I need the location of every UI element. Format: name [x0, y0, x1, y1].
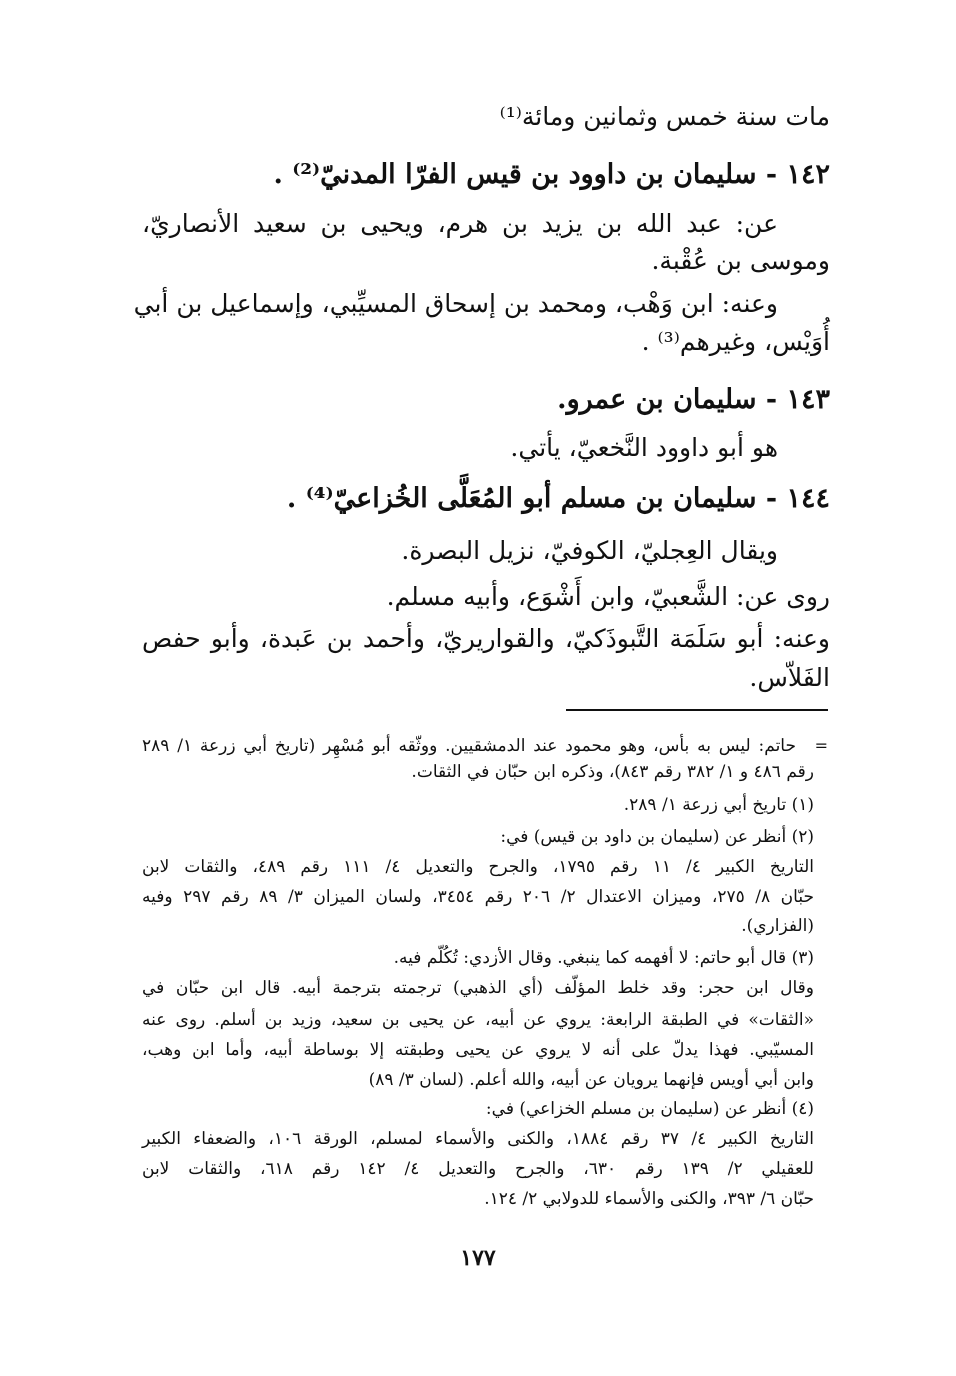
- footnote-line: حبّان ٦/ ٣٩٣، والكنى والأسماء للدولابي ٢/ ١٢٤.: [484, 1189, 814, 1209]
- footnote-separator: [566, 709, 828, 711]
- footnote-line: حاتم: ليس به بأس، وهو محمود عند الدمشقيين. ووثّقه أبو مُسْهِر (تاريخ أبي زرعة ١/ ٢٨٩: [142, 736, 796, 756]
- footnote-line: رقم ٤٨٦ و ١/ ٣٨٢ رقم ٨٤٣)، وذكره ابن حبّان في الثقات.: [411, 762, 814, 782]
- footnote-4: (٤) أنظر عن (سليمان بن مسلم الخزاعي) في:: [485, 1099, 814, 1119]
- text-line: وعنه: ابن وَهْب، ومحمد بن إسحاق المسيِّبي، وإسماعيل بن أبي: [133, 289, 778, 318]
- footnote-line: التاريخ الكبير ٤/ ١١ رقم ١٧٩٥، والجرح والتعديل ٤/ ١١١ رقم ٤٨٩، والثقات لابن: [142, 857, 814, 877]
- entry-heading-143: ١٤٣ - سليمان بن عمرو.: [557, 384, 830, 415]
- text-line: الفَلاّس.: [749, 663, 830, 692]
- footnote-2: (٢) أنظر عن (سليمان بن داود بن قيس) في:: [500, 827, 814, 847]
- footnote-line: المسيّبي. فهذا يدلّ على أنه لا يروي عن يحيى وطبقته إلا بوساطة أبيه، وأما ابن وهب،: [142, 1040, 814, 1060]
- footnote-line: حبّان ٨/ ٢٧٥، وميزان الاعتدال ٢/ ٢٠٦ رقم ٣٤٥٤، ولسان الميزان ٣/ ٨٩ رقم ٢٩٧ وفيه: [142, 887, 814, 907]
- text-line: روى عن: الشَّعبيّ، وابن أَشْوَع، وأبيه مسلم.: [386, 582, 830, 611]
- entry-heading-144: ١٤٤ - سليمان بن مسلم أبو المُعَلَّى الخُزاعيّ⁽⁴⁾ .: [286, 483, 830, 514]
- page-number: ١٧٧: [460, 1245, 496, 1271]
- continuation-mark: =: [814, 736, 828, 755]
- footnote-line: (الفزاري).: [741, 916, 814, 936]
- text-line: هو أبو داوود النَّخعيّ، يأتي.: [510, 433, 778, 462]
- footnote-line: «الثقات» في الطبقة الرابعة: يروي عن أبيه، عن يحيى بن سعيد، وزيد بن أسلم. روى عنه: [142, 1010, 814, 1030]
- text-line: وعنه: أبو سَلَمَة التَّبوذَكيّ، والقواريريّ، وأحمد بن عَبدة، وأبو حفص: [142, 624, 830, 653]
- text-line: ويقال العِجليّ، الكوفيّ، نزيل البصرة.: [401, 536, 778, 565]
- footnote-line: وقال ابن حجر: وقد خلط المؤلّف (أي الذهبي) ترجمته بترجمة أبيه. قال ابن حبّان في: [142, 978, 814, 998]
- footnote-3: (٣) قال أبو حاتم: لا أفهمه كما ينبغي. وقال الأزدي: تُكُلّم فيه.: [393, 948, 814, 968]
- footnote-line: التاريخ الكبير ٤/ ٣٧ رقم ١٨٨٤، والكنى والأسماء لمسلم، الورقة ١٠٦، والضعفاء الكبير: [142, 1129, 814, 1149]
- text-line: وموسى بن عُقْبة.: [651, 246, 830, 275]
- text-line: مات سنة خمس وثمانين ومائة⁽¹⁾: [499, 102, 830, 131]
- text-line: أُوَيْس، وغيرهم⁽³⁾ .: [641, 327, 830, 356]
- footnote-line: وابن أبي أويس فإنهما يرويان عن أبيه، والله أعلم. (لسان ٣/ ٨٩): [368, 1070, 814, 1090]
- entry-heading-142: ١٤٢ - سليمان بن داوود بن قيس الفرّا المدنيّ⁽²⁾ .: [273, 159, 830, 190]
- text-line: عن: عبد الله بن يزيد بن هرم، ويحيى بن سعيد الأنصاريّ،: [142, 209, 778, 238]
- footnote-1: (١) تاريخ أبي زرعة ١/ ٢٨٩.: [623, 795, 814, 815]
- footnote-line: للعقيلي ٢/ ١٣٩ رقم ٦٣٠، والجرح والتعديل ٤/ ١٤٢ رقم ٦١٨، والثقات لابن: [142, 1159, 814, 1179]
